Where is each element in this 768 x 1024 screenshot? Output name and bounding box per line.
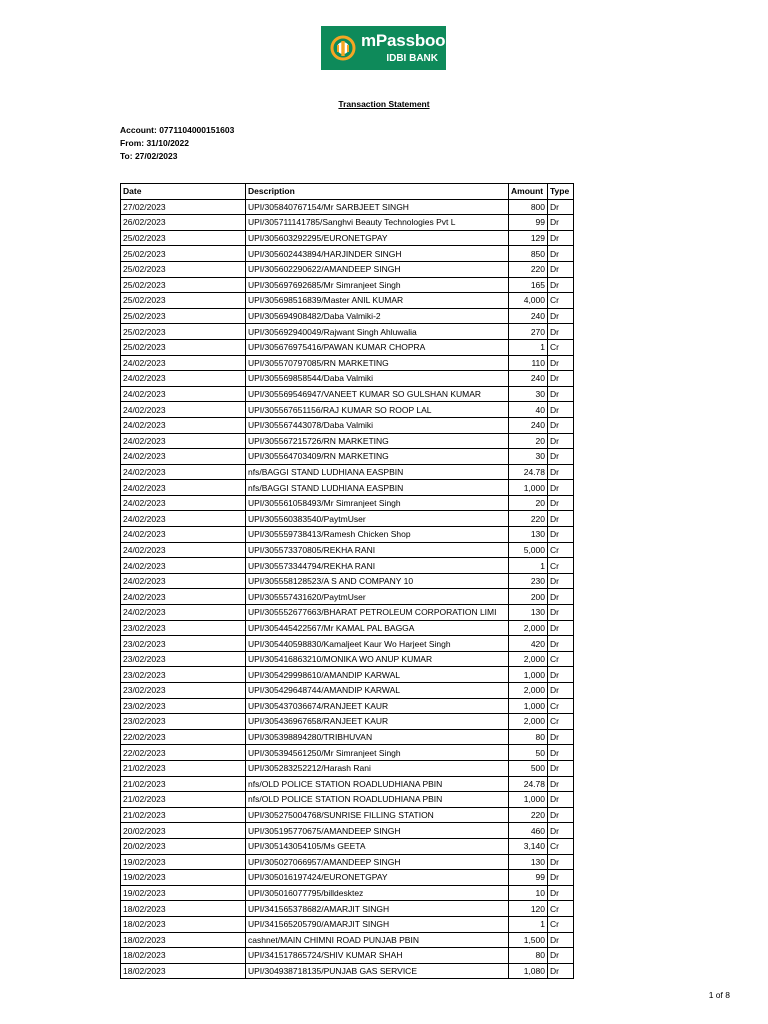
cell-type: Dr (548, 511, 574, 527)
cell-date: 25/02/2023 (121, 324, 246, 340)
cell-type: Dr (548, 230, 574, 246)
table-row (121, 620, 574, 636)
cell-type: Cr (548, 698, 574, 714)
table-row (121, 495, 574, 511)
cell-date: 24/02/2023 (121, 386, 246, 402)
table-row (121, 714, 574, 730)
table-row (121, 324, 574, 340)
transactions-table (120, 183, 574, 979)
cell-type: Cr (548, 838, 574, 854)
cell-date: 24/02/2023 (121, 542, 246, 558)
cell-amount: 1 (509, 339, 548, 355)
cell-amount: 1,080 (509, 963, 548, 979)
cell-date: 24/02/2023 (121, 495, 246, 511)
cell-description: UPI/305573344794/REKHA RANI (246, 558, 509, 574)
cell-description: UPI/305558128523/A S AND COMPANY 10 (246, 573, 509, 589)
account-number: Account: 0771104000151603 (120, 125, 235, 135)
table-row (121, 371, 574, 387)
cell-amount: 800 (509, 199, 548, 215)
cell-date: 23/02/2023 (121, 683, 246, 699)
cell-type: Dr (548, 620, 574, 636)
cell-amount: 1,500 (509, 932, 548, 948)
cell-date: 24/02/2023 (121, 605, 246, 621)
cell-description: UPI/305697692685/Mr Simranjeet Singh (246, 277, 509, 293)
cell-description: UPI/305557431620/PaytmUser (246, 589, 509, 605)
cell-date: 24/02/2023 (121, 558, 246, 574)
table-row (121, 760, 574, 776)
table-row (121, 823, 574, 839)
cell-type: Cr (548, 293, 574, 309)
cell-description: UPI/305602290622/AMANDEEP SINGH (246, 261, 509, 277)
header-type: Type (548, 184, 574, 200)
table-row (121, 636, 574, 652)
cell-amount: 50 (509, 745, 548, 761)
table-row (121, 527, 574, 543)
cell-description: UPI/305195770675/AMANDEEP SINGH (246, 823, 509, 839)
header-description: Description (246, 184, 509, 200)
table-row (121, 776, 574, 792)
table-row (121, 683, 574, 699)
cell-date: 23/02/2023 (121, 667, 246, 683)
cell-type: Cr (548, 339, 574, 355)
cell-amount: 500 (509, 760, 548, 776)
cell-description: UPI/305394561250/Mr Simranjeet Singh (246, 745, 509, 761)
cell-date: 18/02/2023 (121, 948, 246, 964)
cell-amount: 1,000 (509, 667, 548, 683)
cell-amount: 99 (509, 215, 548, 231)
cell-type: Dr (548, 464, 574, 480)
cell-description: UPI/305840767154/Mr SARBJEET SINGH (246, 199, 509, 215)
cell-amount: 270 (509, 324, 548, 340)
cell-description: UPI/305573370805/REKHA RANI (246, 542, 509, 558)
cell-amount: 24.78 (509, 776, 548, 792)
cell-amount: 10 (509, 885, 548, 901)
cell-type: Cr (548, 714, 574, 730)
cell-amount: 130 (509, 605, 548, 621)
cell-description: nfs/OLD POLICE STATION ROADLUDHIANA PBIN (246, 792, 509, 808)
cell-amount: 30 (509, 449, 548, 465)
table-row (121, 870, 574, 886)
cell-date: 18/02/2023 (121, 901, 246, 917)
cell-date: 18/02/2023 (121, 963, 246, 979)
table-row (121, 355, 574, 371)
table-row (121, 963, 574, 979)
account-info (120, 124, 234, 163)
table-row (121, 792, 574, 808)
table-row (121, 605, 574, 621)
cell-description: UPI/305560383540/PaytmUser (246, 511, 509, 527)
logo-subtitle: IDBI BANK (386, 53, 438, 64)
cell-description: UPI/305440598830/Kamaljeet Kaur Wo Harjeet Singh (246, 636, 509, 652)
cell-type: Dr (548, 402, 574, 418)
cell-date: 23/02/2023 (121, 651, 246, 667)
logo-title: mPassbook (361, 31, 455, 50)
cell-description: UPI/305567443078/Daba Valmiki (246, 417, 509, 433)
cell-type: Dr (548, 729, 574, 745)
cell-type: Dr (548, 527, 574, 543)
cell-date: 25/02/2023 (121, 246, 246, 262)
cell-type: Dr (548, 760, 574, 776)
cell-date: 27/02/2023 (121, 199, 246, 215)
cell-type: Dr (548, 823, 574, 839)
to-date: To: 27/02/2023 (120, 151, 178, 161)
cell-date: 24/02/2023 (121, 433, 246, 449)
cell-amount: 220 (509, 261, 548, 277)
table-row (121, 417, 574, 433)
table-row (121, 807, 574, 823)
cell-description: UPI/305676975416/PAWAN KUMAR CHOPRA (246, 339, 509, 355)
cell-amount: 130 (509, 854, 548, 870)
cell-amount: 20 (509, 495, 548, 511)
cell-type: Dr (548, 386, 574, 402)
cell-amount: 3,140 (509, 838, 548, 854)
cell-date: 26/02/2023 (121, 215, 246, 231)
cell-amount: 80 (509, 729, 548, 745)
table-row (121, 215, 574, 231)
cell-amount: 240 (509, 371, 548, 387)
cell-amount: 1,000 (509, 480, 548, 496)
cell-type: Dr (548, 963, 574, 979)
cell-amount: 24.78 (509, 464, 548, 480)
cell-type: Dr (548, 792, 574, 808)
cell-type: Dr (548, 776, 574, 792)
table-row (121, 729, 574, 745)
cell-description: UPI/305567215726/RN MARKETING (246, 433, 509, 449)
table-row (121, 589, 574, 605)
cell-date: 19/02/2023 (121, 854, 246, 870)
cell-date: 20/02/2023 (121, 838, 246, 854)
cell-description: UPI/305143054105/Ms GEETA (246, 838, 509, 854)
cell-amount: 1 (509, 558, 548, 574)
cell-date: 21/02/2023 (121, 792, 246, 808)
cell-type: Dr (548, 277, 574, 293)
cell-date: 24/02/2023 (121, 449, 246, 465)
cell-description: nfs/OLD POLICE STATION ROADLUDHIANA PBIN (246, 776, 509, 792)
cell-date: 23/02/2023 (121, 698, 246, 714)
cell-date: 23/02/2023 (121, 636, 246, 652)
cell-description: UPI/305561058493/Mr Simranjeet Singh (246, 495, 509, 511)
cell-amount: 200 (509, 589, 548, 605)
cell-amount: 460 (509, 823, 548, 839)
cell-description: UPI/305559738413/Ramesh Chicken Shop (246, 527, 509, 543)
cell-description: UPI/305692940049/Rajwant Singh Ahluwalia (246, 324, 509, 340)
cell-type: Dr (548, 480, 574, 496)
table-row (121, 542, 574, 558)
cell-description: UPI/305283252212/Harash Rani (246, 760, 509, 776)
cell-description: UPI/305437036674/RANJEET KAUR (246, 698, 509, 714)
cell-date: 24/02/2023 (121, 402, 246, 418)
cell-description: UPI/305429998610/AMANDIP KARWAL (246, 667, 509, 683)
cell-description: UPI/305398894280/TRIBHUVAN (246, 729, 509, 745)
cell-amount: 4,000 (509, 293, 548, 309)
cell-type: Dr (548, 261, 574, 277)
cell-description: UPI/341565205790/AMARJIT SINGH (246, 916, 509, 932)
cell-amount: 1,000 (509, 698, 548, 714)
cell-amount: 20 (509, 433, 548, 449)
cell-date: 24/02/2023 (121, 464, 246, 480)
cell-date: 24/02/2023 (121, 527, 246, 543)
cell-amount: 240 (509, 417, 548, 433)
cell-amount: 240 (509, 308, 548, 324)
table-row (121, 948, 574, 964)
table-row (121, 651, 574, 667)
cell-type: Dr (548, 870, 574, 886)
cell-description: nfs/BAGGI STAND LUDHIANA EASPBIN (246, 464, 509, 480)
cell-amount: 220 (509, 807, 548, 823)
table-row (121, 854, 574, 870)
cell-type: Dr (548, 215, 574, 231)
cell-amount: 2,000 (509, 683, 548, 699)
table-row (121, 698, 574, 714)
cell-amount: 420 (509, 636, 548, 652)
page-number: 1 of 8 (708, 990, 730, 1000)
cell-date: 24/02/2023 (121, 355, 246, 371)
cell-type: Dr (548, 417, 574, 433)
cell-date: 25/02/2023 (121, 308, 246, 324)
cell-date: 24/02/2023 (121, 511, 246, 527)
cell-type: Cr (548, 916, 574, 932)
cell-description: UPI/305275004768/SUNRISE FILLING STATION (246, 807, 509, 823)
cell-type: Dr (548, 885, 574, 901)
cell-amount: 850 (509, 246, 548, 262)
cell-description: UPI/305569858544/Daba Valmiki (246, 371, 509, 387)
table-row (121, 199, 574, 215)
cell-type: Dr (548, 308, 574, 324)
table-row (121, 511, 574, 527)
cell-description: UPI/305027066957/AMANDEEP SINGH (246, 854, 509, 870)
cell-amount: 165 (509, 277, 548, 293)
cell-type: Cr (548, 651, 574, 667)
cell-type: Dr (548, 932, 574, 948)
cell-description: UPI/305429648744/AMANDIP KARWAL (246, 683, 509, 699)
cell-type: Dr (548, 948, 574, 964)
cell-type: Dr (548, 745, 574, 761)
cell-amount: 130 (509, 527, 548, 543)
table-row (121, 464, 574, 480)
cell-description: UPI/305016197424/EURONETGPAY (246, 870, 509, 886)
cell-amount: 110 (509, 355, 548, 371)
cell-type: Cr (548, 558, 574, 574)
table-row (121, 277, 574, 293)
cell-description: UPI/304938718135/PUNJAB GAS SERVICE (246, 963, 509, 979)
cell-date: 23/02/2023 (121, 620, 246, 636)
cell-date: 24/02/2023 (121, 589, 246, 605)
table-row (121, 667, 574, 683)
cell-date: 21/02/2023 (121, 807, 246, 823)
cell-amount: 99 (509, 870, 548, 886)
cell-type: Dr (548, 449, 574, 465)
cell-amount: 120 (509, 901, 548, 917)
cell-description: UPI/305567651156/RAJ KUMAR SO ROOP LAL (246, 402, 509, 418)
table-header-row (121, 184, 574, 200)
cell-description: UPI/305694908482/Daba Valmiki-2 (246, 308, 509, 324)
table-row (121, 386, 574, 402)
cell-description: UPI/305564703409/RN MARKETING (246, 449, 509, 465)
cell-amount: 2,000 (509, 651, 548, 667)
table-row (121, 480, 574, 496)
cell-amount: 129 (509, 230, 548, 246)
cell-description: UPI/305436967658/RANJEET KAUR (246, 714, 509, 730)
cell-description: UPI/305602443894/HARJINDER SINGH (246, 246, 509, 262)
cell-type: Dr (548, 199, 574, 215)
cell-type: Cr (548, 542, 574, 558)
cell-type: Dr (548, 495, 574, 511)
cell-amount: 40 (509, 402, 548, 418)
header-amount: Amount (509, 184, 548, 200)
cell-description: UPI/305016077795/billdesktez (246, 885, 509, 901)
cell-date: 25/02/2023 (121, 230, 246, 246)
cell-date: 25/02/2023 (121, 339, 246, 355)
table-row (121, 308, 574, 324)
cell-description: cashnet/MAIN CHIMNI ROAD PUNJAB PBIN (246, 932, 509, 948)
table-row (121, 433, 574, 449)
cell-type: Dr (548, 636, 574, 652)
cell-date: 24/02/2023 (121, 480, 246, 496)
table-row (121, 916, 574, 932)
cell-date: 18/02/2023 (121, 932, 246, 948)
statement-title: Transaction Statement (338, 99, 430, 109)
cell-type: Dr (548, 246, 574, 262)
cell-date: 23/02/2023 (121, 714, 246, 730)
cell-type: Cr (548, 901, 574, 917)
cell-date: 21/02/2023 (121, 760, 246, 776)
table-row (121, 246, 574, 262)
cell-amount: 80 (509, 948, 548, 964)
cell-description: UPI/305416863210/MONIKA WO ANUP KUMAR (246, 651, 509, 667)
cell-date: 19/02/2023 (121, 885, 246, 901)
cell-description: UPI/341517865724/SHIV KUMAR SHAH (246, 948, 509, 964)
table-row (121, 901, 574, 917)
cell-date: 25/02/2023 (121, 261, 246, 277)
table-row (121, 558, 574, 574)
table-row (121, 402, 574, 418)
cell-amount: 30 (509, 386, 548, 402)
cell-date: 22/02/2023 (121, 729, 246, 745)
table-row (121, 745, 574, 761)
cell-description: UPI/305711141785/Sanghvi Beauty Technologies Pvt L (246, 215, 509, 231)
table-row (121, 230, 574, 246)
cell-amount: 2,000 (509, 714, 548, 730)
cell-type: Dr (548, 324, 574, 340)
cell-date: 22/02/2023 (121, 745, 246, 761)
cell-date: 25/02/2023 (121, 277, 246, 293)
cell-description: UPI/305603292295/EURONETGPAY (246, 230, 509, 246)
table-row (121, 339, 574, 355)
cell-type: Dr (548, 807, 574, 823)
mpassbook-logo (321, 26, 455, 70)
from-date: From: 31/10/2022 (120, 138, 189, 148)
table-row (121, 293, 574, 309)
cell-type: Dr (548, 589, 574, 605)
cell-description: UPI/305698516839/Master ANIL KUMAR (246, 293, 509, 309)
cell-date: 21/02/2023 (121, 776, 246, 792)
cell-type: Dr (548, 371, 574, 387)
cell-description: UPI/341565378682/AMARJIT SINGH (246, 901, 509, 917)
table-row (121, 838, 574, 854)
cell-date: 24/02/2023 (121, 573, 246, 589)
table-row (121, 449, 574, 465)
cell-amount: 220 (509, 511, 548, 527)
idbi-bank-icon (330, 33, 356, 63)
cell-type: Dr (548, 683, 574, 699)
cell-date: 20/02/2023 (121, 823, 246, 839)
cell-description: UPI/305569546947/VANEET KUMAR SO GULSHAN KUMAR (246, 386, 509, 402)
cell-description: UPI/305445422567/Mr KAMAL PAL BAGGA (246, 620, 509, 636)
cell-description: nfs/BAGGI STAND LUDHIANA EASPBIN (246, 480, 509, 496)
cell-type: Dr (548, 667, 574, 683)
cell-type: Dr (548, 355, 574, 371)
cell-amount: 2,000 (509, 620, 548, 636)
cell-type: Dr (548, 573, 574, 589)
cell-type: Dr (548, 605, 574, 621)
table-row (121, 885, 574, 901)
cell-amount: 1 (509, 916, 548, 932)
table-row (121, 261, 574, 277)
cell-date: 19/02/2023 (121, 870, 246, 886)
header-date: Date (121, 184, 246, 200)
table-row (121, 932, 574, 948)
transactions-body (121, 199, 574, 979)
cell-date: 25/02/2023 (121, 293, 246, 309)
cell-description: UPI/305552677663/BHARAT PETROLEUM CORPORATION LIMI (246, 605, 509, 621)
cell-amount: 5,000 (509, 542, 548, 558)
cell-description: UPI/305570797085/RN MARKETING (246, 355, 509, 371)
cell-type: Dr (548, 433, 574, 449)
cell-date: 24/02/2023 (121, 371, 246, 387)
cell-amount: 230 (509, 573, 548, 589)
cell-date: 24/02/2023 (121, 417, 246, 433)
cell-type: Dr (548, 854, 574, 870)
cell-amount: 1,000 (509, 792, 548, 808)
cell-date: 18/02/2023 (121, 916, 246, 932)
table-row (121, 573, 574, 589)
